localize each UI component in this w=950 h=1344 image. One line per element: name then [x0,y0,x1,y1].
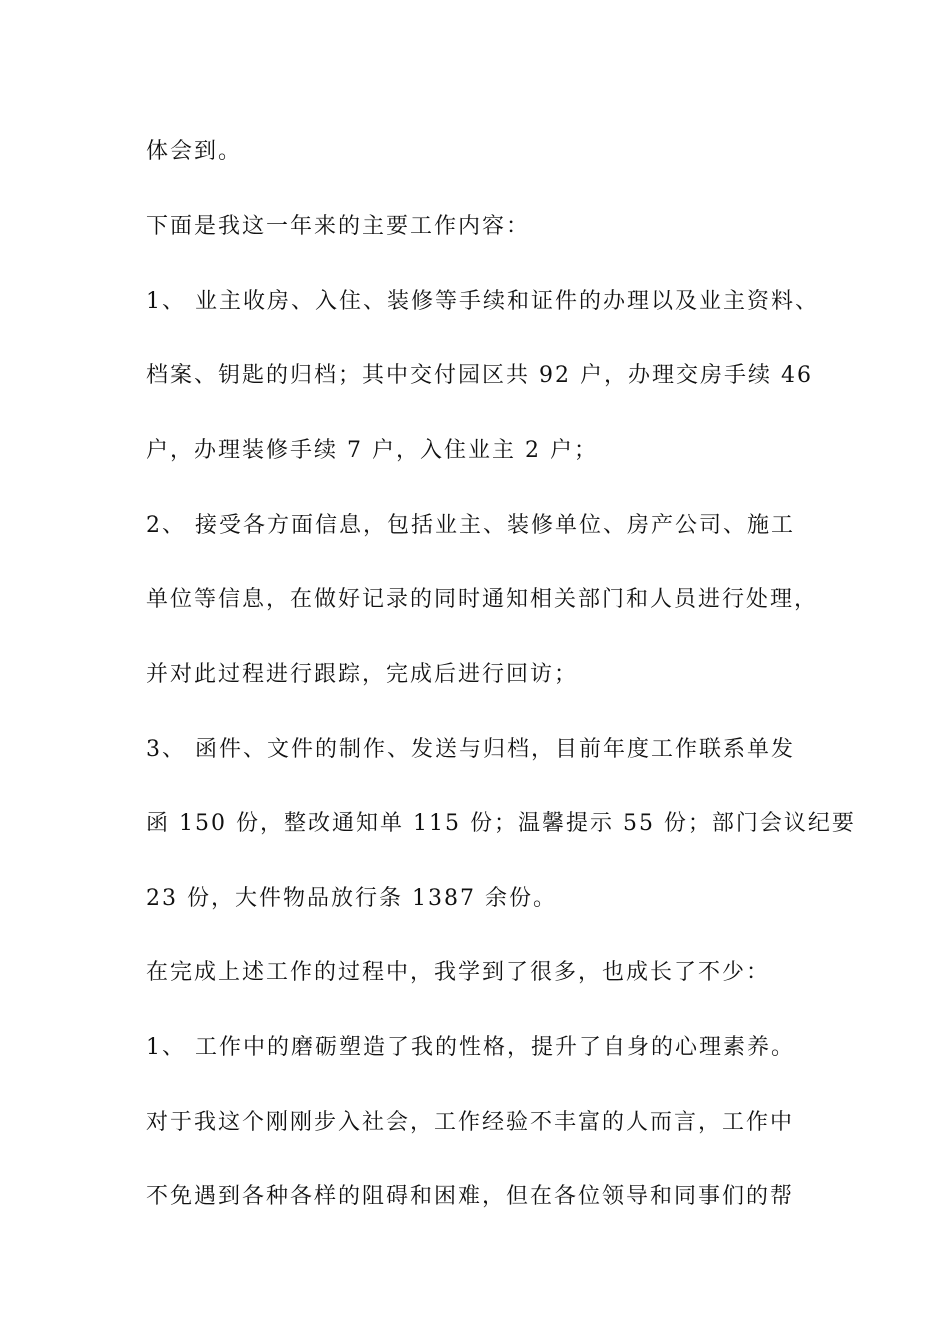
text-line: 在完成上述工作的过程中，我学到了很多，也成长了不少： [146,960,771,985]
text-line: 2、 接受各方面信息，包括业主、装修单位、房产公司、施工 [146,513,795,538]
text-line: 单位等信息，在做好记录的同时通知相关部门和人员进行处理， [146,587,819,612]
text-line: 函 150 份，整改通知单 115 份；温馨提示 55 份；部门会议纪要 [146,811,856,836]
text-line: 对于我这个刚刚步入社会，工作经验不丰富的人而言，工作中 [146,1110,795,1135]
text-line: 1、 工作中的磨砺塑造了我的性格，提升了自身的心理素养。 [146,1035,795,1060]
text-line: 3、 函件、文件的制作、发送与归档，目前年度工作联系单发 [146,737,795,762]
text-line: 体会到。 [146,139,243,164]
text-line: 户，办理装修手续 7 户，入住业主 2 户； [146,438,598,463]
text-line: 1、 业主收房、入住、装修等手续和证件的办理以及业主资料、 [146,289,819,314]
text-line: 不免遇到各种各样的阻碍和困难，但在各位领导和同事们的帮 [146,1184,795,1209]
text-line: 下面是我这一年来的主要工作内容： [146,214,531,239]
text-line: 档案、钥匙的归档；其中交付园区共 92 户，办理交房手续 46 [146,363,813,388]
text-line: 并对此过程进行跟踪，完成后进行回访； [146,662,579,687]
text-line: 23 份，大件物品放行条 1387 余份。 [146,886,557,911]
